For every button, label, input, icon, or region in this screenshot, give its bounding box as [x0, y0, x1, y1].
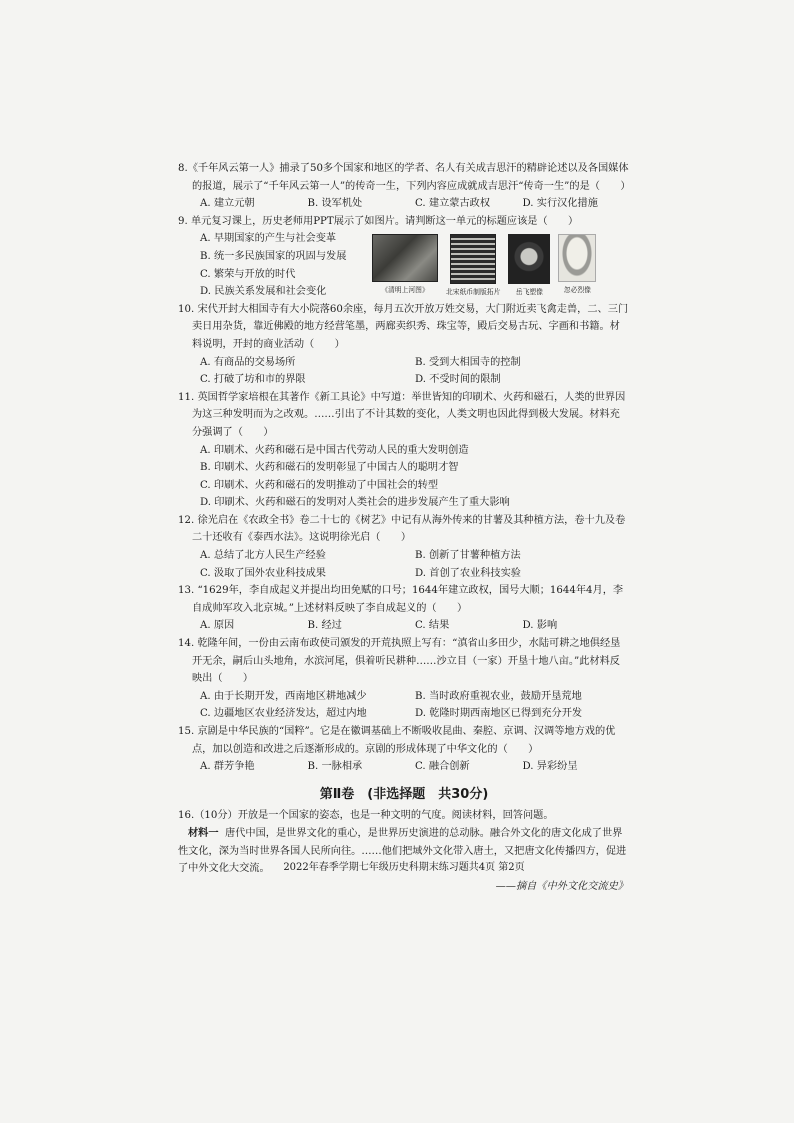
option-c[interactable]: C. 打破了坊和市的界限 [200, 374, 306, 386]
option-a[interactable]: A. 由于长期开发，西南地区耕地减少 [200, 690, 367, 702]
question-16 [178, 807, 630, 895]
option-a[interactable]: A. 总结了北方人民生产经验 [200, 550, 326, 562]
picture-qingming [372, 234, 438, 300]
question-8 [178, 160, 630, 213]
options [178, 442, 630, 512]
option-d[interactable]: D. 影响 [522, 620, 558, 632]
option-a[interactable]: A. 印刷术、火药和磁石是中国古代劳动人民的重大发明创造 [200, 444, 469, 456]
option-c[interactable]: C. 印刷术、火药和磁石的发明推动了中国社会的转型 [200, 479, 439, 491]
picture-caption: 《清明上河图》 [381, 286, 429, 295]
material-label: 材料一 [188, 826, 219, 839]
option-a[interactable]: A. 建立元朝 [200, 198, 255, 210]
option-c[interactable]: C. 结果 [415, 620, 450, 632]
section-2-title: 第Ⅱ卷 (非选择题 共30分) [319, 786, 489, 802]
question-10 [178, 301, 630, 389]
question-stem: 11. 英国哲学家培根在其著作《新工具论》中写道：举世皆知的印刷术、火药和磁石，人类的世界因为这三种发明而为之改观。……引出了不计其数的变化，人类文明也因此得到极大发展。材料充分强调了（ ） [178, 391, 626, 438]
material-text: 唐代中国，是世界文化的重心，是世界历史演进的总动脉。融合外文化的唐文化成了世界性文化，深为当时世界各国人民所向往。……他们把域外文化带入唐土，又把唐文化传播四方，促进了中外文化大交流。 [178, 827, 627, 875]
option-b[interactable]: B. 设军机处 [307, 198, 363, 210]
option-a[interactable]: A. 有商品的交易场所 [200, 356, 296, 368]
question-stem: 9. 单元复习课上，历史老师用PPT展示了如图片。请判断这一单元的标题应该是（ ） [178, 215, 579, 227]
option-b[interactable]: B. 一脉相承 [307, 761, 363, 773]
yuefei-statue-image [508, 234, 550, 284]
picture-caption: 忽必烈像 [563, 286, 591, 295]
picture-yuefei [508, 234, 550, 300]
options [178, 354, 630, 389]
option-c[interactable]: C. 繁荣与开放的时代 [200, 268, 296, 280]
question-9-body [178, 230, 630, 300]
question-9 [178, 213, 630, 301]
option-b[interactable]: B. 经过 [307, 620, 342, 632]
question-12 [178, 512, 630, 582]
option-b[interactable]: B. 印刷术、火药和磁石的发明彰显了中国古人的聪明才智 [200, 462, 459, 474]
banknote-rubbing-image [450, 234, 496, 284]
question-stem: 13. “1629年，李自成起义并提出均田免赋的口号；1644年建立政权，国号大顺；1644年4月，李自成帅军攻入北京城。”上述材料反映了李自成起义的（ ） [178, 585, 624, 614]
question-14 [178, 635, 630, 723]
options [178, 547, 630, 582]
options [178, 758, 630, 776]
options [178, 230, 370, 300]
kublai-portrait-image [558, 234, 596, 282]
option-d[interactable]: D. 印刷术、火药和磁石的发明对人类社会的进步发展产生了重大影响 [200, 497, 510, 509]
exam-page [178, 160, 630, 895]
picture-row [372, 234, 596, 300]
qingming-painting-image [372, 234, 438, 282]
question-stem: 8.《千年风云第一人》捕录了50多个国家和地区的学者、名人有关成吉思汗的精辟论述以及各国媒体的报道，展示了“千年风云第一人”的传奇一生，下列内容应成就成吉思汗“传奇一生”的是（ ） [178, 163, 631, 192]
option-a[interactable]: A. 群芳争艳 [200, 761, 255, 773]
picture-kublai [558, 234, 596, 300]
option-d[interactable]: D. 首创了农业科技实验 [415, 567, 521, 579]
option-d[interactable]: D. 实行汉化措施 [522, 198, 598, 210]
page-footer: 2022年春季学期七年级历史科期末练习题共4页 第2页 [283, 862, 525, 873]
option-d[interactable]: D. 异彩纷呈 [522, 761, 578, 773]
picture-banknote [446, 234, 500, 300]
question-13 [178, 582, 630, 635]
question-stem: 10. 宋代开封大相国寺有大小院落60余座，每月五次开放万姓交易，大门附近卖飞禽走兽，二、三门卖日用杂货，靠近佛殿的地方经营笔墨，两廊卖织秀、珠宝等，殿后交易古玩、字画和书籍。材料说明，开封的商业活动（ ） [178, 303, 629, 350]
picture-caption: 岳飞塑像 [515, 288, 543, 297]
question-stem: 12. 徐光启在《农政全书》卷二十七的《树艺》中记有从海外传来的甘薯及其种植方法，卷十九及卷二十还收有《泰西水法》。这说明徐光启（ ） [178, 514, 626, 544]
question-15 [178, 723, 630, 776]
option-c[interactable]: C. 汲取了国外农业科技成果 [200, 567, 326, 579]
question-11 [178, 389, 630, 512]
material-source: ——摘自《中外文化交流史》 [495, 880, 628, 892]
option-b[interactable]: B. 统一多民族国家的巩固与发展 [200, 250, 347, 262]
question-stem: 14. 乾隆年间，一份由云南布政使司颁发的开荒执照上写有：“滇省山多田少，水陆可耕之地俱经垦开无余，嗣后山头地角，水滨河尾，俱着听民耕种……沙立目（一家）开垦十地八亩。”此材料反映出（ ） [178, 638, 621, 685]
picture-caption: 北宋纸币制版拓片 [446, 288, 501, 297]
option-a[interactable]: A. 原因 [200, 620, 235, 632]
option-c[interactable]: C. 融合创新 [415, 761, 470, 773]
option-a[interactable]: A. 早期国家的产生与社会变革 [200, 233, 337, 245]
option-c[interactable]: C. 建立蒙古政权 [415, 198, 491, 210]
option-b[interactable]: B. 受到大相国寺的控制 [415, 356, 521, 368]
options [178, 195, 630, 213]
option-d[interactable]: D. 不受时间的限制 [415, 374, 501, 386]
question-stem: 15. 京剧是中华民族的“国粹”。它是在徽调基础上不断吸收昆曲、秦腔、京调、汉调等地方戏的优点，加以创造和改进之后逐渐形成的。京剧的形成体现了中华文化的（ ） [178, 726, 616, 755]
question-stem: 16.（10分）开放是一个国家的姿态，也是一种文明的气度。阅读材料，回答问题。 [178, 810, 554, 822]
options [178, 688, 630, 723]
option-d[interactable]: D. 乾隆时期西南地区已得到充分开发 [415, 708, 583, 720]
option-c[interactable]: C. 边疆地区农业经济发达，超过内地 [200, 708, 367, 720]
option-b[interactable]: B. 创新了甘薯种植方法 [415, 550, 521, 562]
option-b[interactable]: B. 当时政府重视农业，鼓励开垦荒地 [415, 690, 582, 702]
options [178, 617, 630, 635]
option-d[interactable]: D. 民族关系发展和社会变化 [200, 286, 327, 298]
